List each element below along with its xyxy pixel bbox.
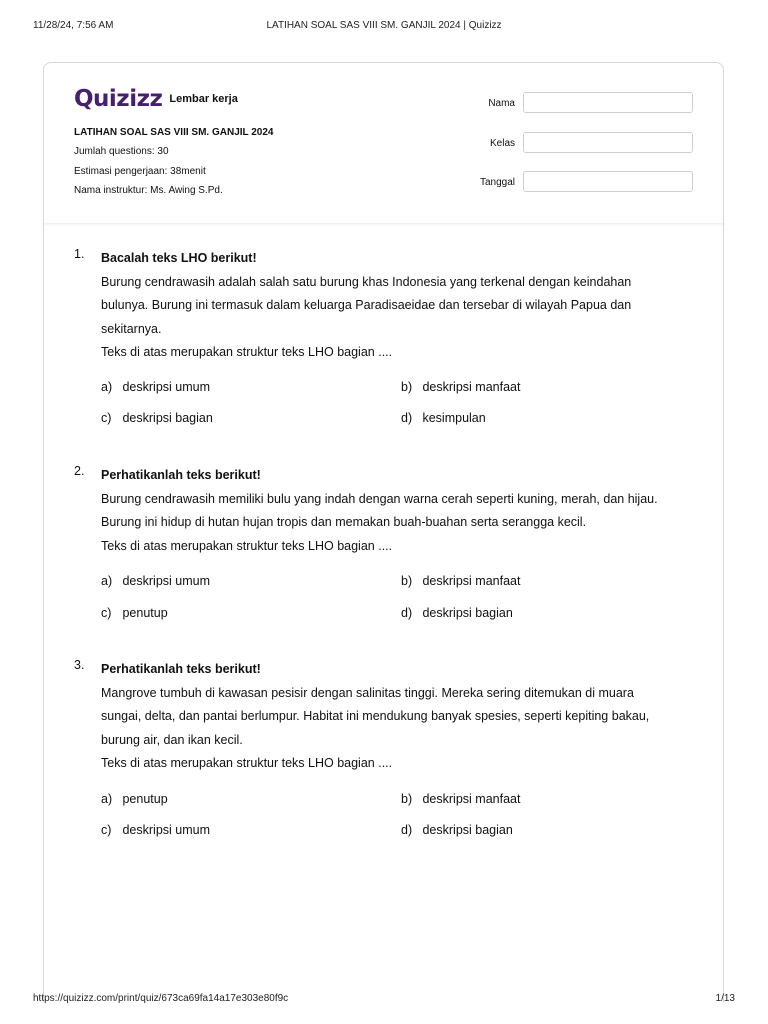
question-lead: Perhatikanlah teks berikut! [101,662,261,676]
quiz-title: LATIHAN SOAL SAS VIII SM. GANJIL 2024 [74,127,274,138]
option-text: deskripsi bagian [422,606,513,620]
option-text: deskripsi bagian [122,411,213,425]
print-footer [33,993,735,1007]
option-b[interactable] [401,574,520,588]
question-line: Burung cendrawasih adalah salah satu burung khas Indonesia yang terkenal dengan keindahan [101,274,632,289]
option-letter: a) [101,574,113,588]
option-a[interactable] [101,380,210,394]
option-text: deskripsi manfaat [422,792,521,806]
option-letter: d) [401,411,413,425]
option-b[interactable] [401,380,520,394]
print-document-title: LATIHAN SOAL SAS VIII SM. GANJIL 2024 | Quizizz [266,20,502,31]
option-c[interactable] [101,411,213,425]
class-field[interactable] [523,132,693,153]
option-text: deskripsi umum [122,823,211,837]
estimated-duration: Estimasi pengerjaan: 38menit [74,166,206,177]
worksheet [43,62,724,1002]
option-letter: d) [401,606,413,620]
option-b[interactable] [401,792,520,806]
question-1 [74,247,693,437]
question-prompt [101,658,693,776]
option-letter: c) [101,411,112,425]
print-datetime: 11/28/24, 7:56 AM [33,20,114,31]
question-lead: Perhatikanlah teks berikut! [101,468,261,482]
option-letter: a) [101,792,113,806]
option-text: deskripsi manfaat [422,574,521,588]
question-prompt [101,247,693,365]
quizizz-logo: Quizizz [74,85,163,112]
print-header [33,20,735,34]
question-line: Teks di atas merupakan struktur teks LHO bagian .... [101,756,393,770]
option-d[interactable] [401,823,513,837]
option-letter: a) [101,380,113,394]
question-number: 3. [74,658,85,672]
print-url[interactable]: https://quizizz.com/print/quiz/673ca69fa14a17e303e80f9c [33,993,289,1004]
date-label: Tanggal [479,177,515,188]
question-line: sekitarnya. [101,321,162,336]
question-line: Teks di atas merupakan struktur teks LHO bagian .... [101,345,393,359]
question-line: burung air, dan ikan kecil. [101,732,243,747]
option-a[interactable] [101,574,210,588]
question-3 [74,658,693,848]
option-text: penutup [122,792,168,806]
option-a[interactable] [101,792,168,806]
question-line: Burung cendrawasih memiliki bulu yang indah dengan warna cerah seperti kuning, merah, dan hijau. [101,491,658,506]
option-letter: c) [101,606,112,620]
name-label: Nama [488,98,515,109]
option-text: deskripsi bagian [422,823,513,837]
class-label: Kelas [489,138,515,149]
option-letter: c) [101,823,112,837]
option-text: kesimpulan [422,411,486,425]
option-letter: b) [401,380,413,394]
question-number: 2. [74,464,85,478]
name-field[interactable] [523,92,693,113]
page-number: 1/13 [715,993,735,1004]
option-c[interactable] [101,606,168,620]
question-prompt [101,464,693,558]
option-letter: b) [401,574,413,588]
option-text: penutup [122,606,168,620]
option-d[interactable] [401,411,486,425]
instructor-name: Nama instruktur: Ms. Awing S.Pd. [74,185,223,196]
worksheet-header [44,63,723,224]
date-field[interactable] [523,171,693,192]
brand-row [74,83,238,115]
option-letter: d) [401,823,413,837]
question-line: Burung ini hidup di hutan hujan tropis dan memakan buah-buahan serta serangga kecil. [101,515,587,529]
header-divider [44,223,723,226]
option-text: deskripsi umum [122,380,211,394]
option-d[interactable] [401,606,513,620]
question-2 [74,464,693,629]
questions-count: Jumlah questions: 30 [74,146,169,157]
option-text: deskripsi umum [122,574,211,588]
option-c[interactable] [101,823,210,837]
question-line: sungai, delta, dan pantai berlumpur. Habitat ini mendukung banyak spesies, seperti kepiting bakau, [101,709,650,723]
worksheet-label: Lembar kerja [169,93,238,105]
option-text: deskripsi manfaat [422,380,521,394]
option-letter: b) [401,792,413,806]
question-number: 1. [74,247,85,261]
question-lead: Bacalah teks LHO berikut! [101,251,257,265]
question-line: bulunya. Burung ini termasuk dalam keluarga Paradisaeidae dan tersebar di wilayah Papua dan [101,298,632,312]
question-line: Teks di atas merupakan struktur teks LHO bagian .... [101,538,393,553]
question-line: Mangrove tumbuh di kawasan pesisir dengan salinitas tinggi. Mereka sering ditemukan di muara [101,685,634,700]
